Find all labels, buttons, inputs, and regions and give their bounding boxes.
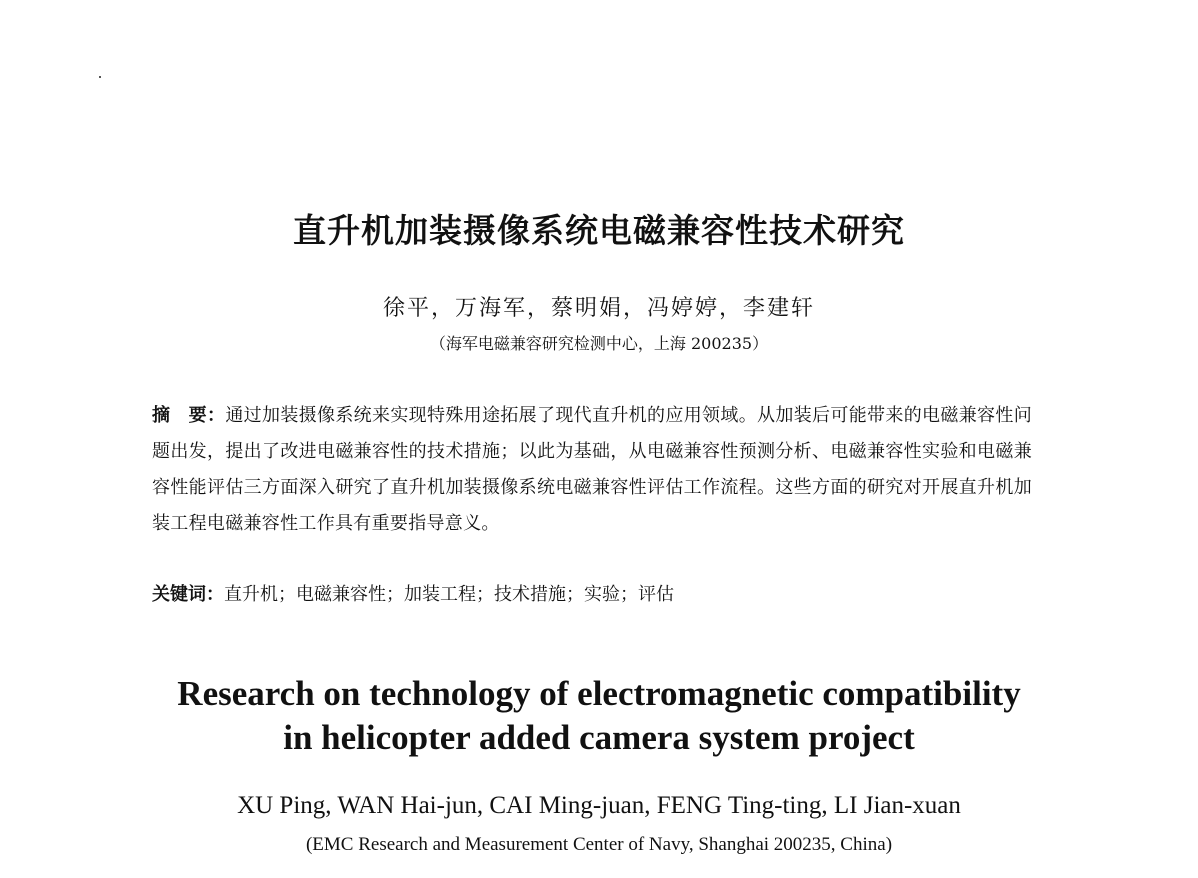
- abstract-label: 摘 要：: [152, 405, 226, 426]
- chinese-authors: 徐平，万海军，蔡明娟，冯婷婷，李建轩: [382, 296, 815, 321]
- chinese-title: 直升机加装摄像系统电磁兼容性技术研究: [293, 211, 905, 250]
- scan-speck: [99, 76, 101, 78]
- english-authors: XU Ping, WAN Hai-jun, CAI Ming-juan, FENG Ting-ting, LI Jian-xuan: [237, 792, 961, 819]
- english-affiliation: (EMC Research and Measurement Center of Navy, Shanghai 200235, China): [305, 834, 893, 855]
- chinese-abstract: [152, 398, 1032, 542]
- keywords-label: 关键词：: [152, 584, 224, 605]
- english-title-line-1: Research on technology of electromagnetic compatibility: [177, 674, 1021, 713]
- chinese-keywords: [152, 580, 1032, 610]
- english-title-line-2: in helicopter added camera system project: [283, 718, 915, 757]
- english-title: [0, 672, 1198, 760]
- chinese-affiliation: （海军电磁兼容研究检测中心，上海 200235）: [429, 334, 769, 353]
- abstract-text: 通过加装摄像系统来实现特殊用途拓展了现代直升机的应用领域。从加装后可能带来的电磁兼容性问题出发，提出了改进电磁兼容性的技术措施；以此为基础，从电磁兼容性预测分析、电磁兼容性实验和电磁兼容性能评估三方面深入研究了直升机加装摄像系统电磁兼容性评估工作流程。这些方面的研究对开展直升机加装工程电磁兼容性工作具有重要指导意义。: [152, 405, 1032, 534]
- keywords-text: 直升机；电磁兼容性；加装工程；技术措施；实验；评估: [224, 584, 674, 605]
